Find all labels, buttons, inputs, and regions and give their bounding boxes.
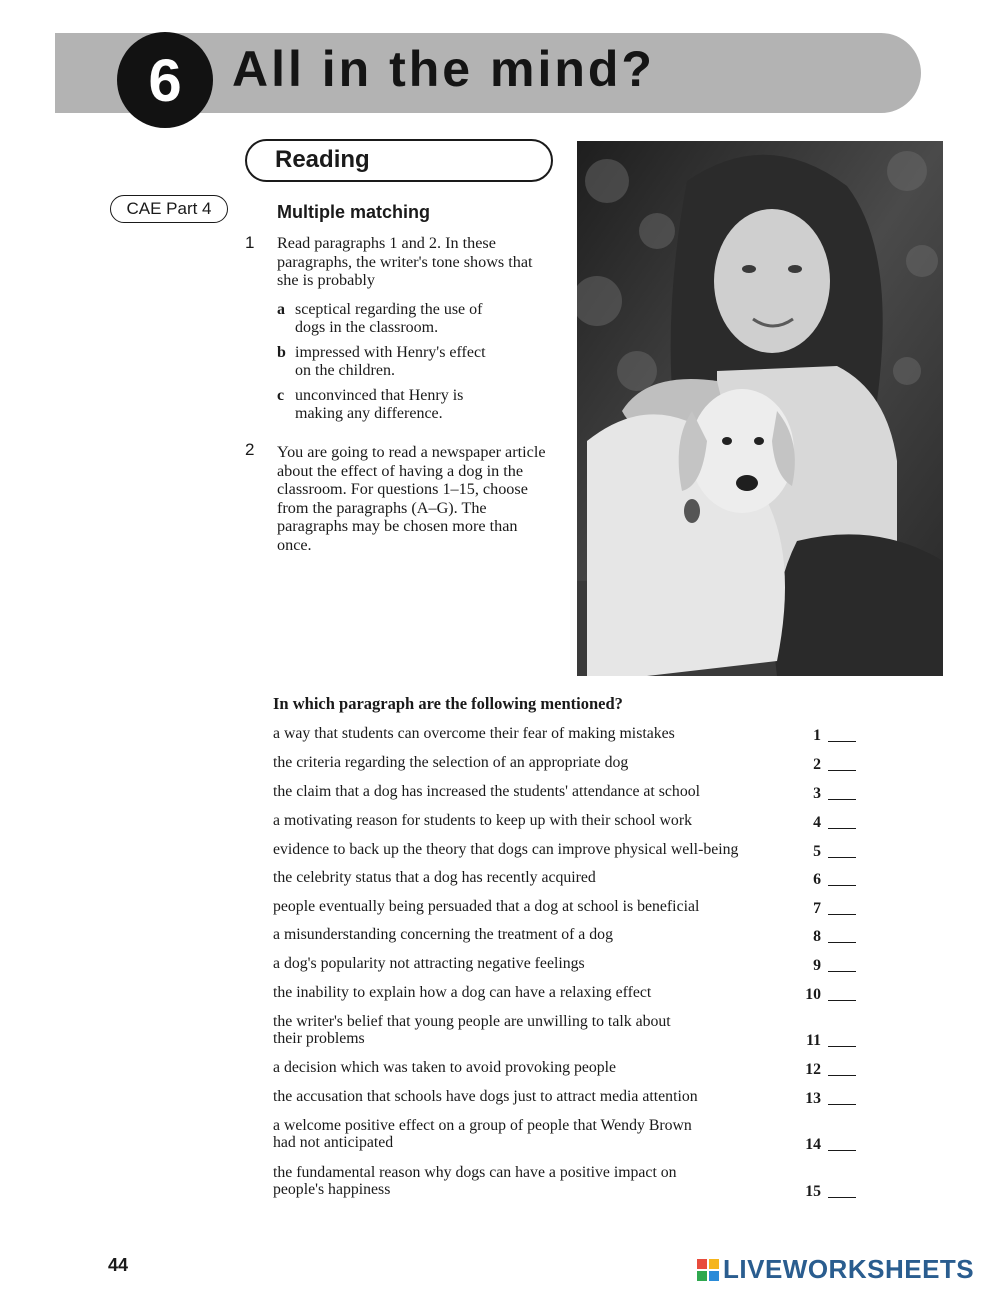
item-text [273,1013,793,1047]
liveworksheets-logo[interactable] [697,1254,974,1285]
item-number: 5 [813,843,821,860]
reading-label-text: Reading [275,146,370,173]
answer-blank[interactable] [828,1000,856,1001]
liveworksheets-logo-icon [697,1259,719,1281]
item-text: the criteria regarding the selection of an appropriate dog [273,754,629,771]
item-line: the fundamental reason why dogs can have a positive impact on [273,1164,677,1181]
item-number: 8 [813,928,821,945]
question-1-option-c [277,387,542,423]
answer-blank[interactable] [828,857,856,858]
item-text: a way that students can overcome their fear of making mistakes [273,725,675,742]
item-number: 15 [805,1183,821,1200]
question-1-number: 1 [245,233,255,252]
answer-blank[interactable] [828,914,856,915]
item-text: a motivating reason for students to keep up with their school work [273,812,692,829]
item-number: 6 [813,871,821,888]
option-line: making any difference. [295,405,443,422]
item-text: the inability to explain how a dog can have a relaxing effect [273,984,652,1001]
task-heading: Multiple matching [277,202,430,222]
item-number: 1 [813,727,821,744]
item-text: a dog's popularity not attracting negative feelings [273,955,585,972]
option-line: on the children. [295,362,395,379]
item-number: 14 [805,1136,821,1153]
option-line: unconvinced that Henry is [295,387,464,404]
answer-blank[interactable] [828,971,856,972]
item-text [273,1117,793,1151]
option-line: dogs in the classroom. [295,319,439,336]
item-text: people eventually being persuaded that a dog at school is beneficial [273,898,700,915]
answer-blank[interactable] [828,770,856,771]
question-2-number: 2 [245,440,255,459]
answer-blank[interactable] [828,942,856,943]
liveworksheets-logo-text: LIVEWORKSHEETS [723,1254,975,1284]
question-1-text: Read paragraphs 1 and 2. In these paragraphs, the writer's tone shows that she is probably [277,234,533,290]
item-number: 11 [806,1032,821,1049]
item-text: a misunderstanding concerning the treatment of a dog [273,926,613,943]
answer-blank[interactable] [828,1150,856,1151]
item-number: 2 [813,756,821,773]
answer-blank[interactable] [828,799,856,800]
matching-heading: In which paragraph are the following mentioned? [273,694,623,713]
item-text: the claim that a dog has increased the students' attendance at school [273,783,701,800]
answer-blank[interactable] [828,1046,856,1047]
item-line: the writer's belief that young people are unwilling to talk about [273,1013,671,1030]
answer-blank[interactable] [828,885,856,886]
item-text: the accusation that schools have dogs just to attract media attention [273,1088,698,1105]
item-line: their problems [273,1030,365,1047]
answer-blank[interactable] [828,1197,856,1198]
item-number: 7 [813,900,821,917]
item-number: 4 [813,814,821,831]
exam-part-badge: CAE Part 4 [110,195,228,223]
item-number: 3 [813,785,821,802]
option-letter: b [277,344,286,361]
item-text: a decision which was taken to avoid provoking people [273,1059,617,1076]
item-number: 13 [805,1090,821,1107]
question-2-text: You are going to read a newspaper article about the effect of having a dog in the classroom. For questions 1–15, choose from the paragraphs (A–G). The paragraphs may be chosen more than once. [277,443,546,554]
option-line: sceptical regarding the use of [295,301,483,318]
option-letter: a [277,301,285,318]
answer-blank[interactable] [828,1104,856,1105]
item-number: 9 [813,957,821,974]
item-line: a welcome positive effect on a group of people that Wendy Brown [273,1117,692,1134]
answer-blank[interactable] [828,828,856,829]
item-text [273,1164,793,1198]
option-line: impressed with Henry's effect [295,344,486,361]
question-1-option-b [277,344,542,380]
answer-blank[interactable] [828,1075,856,1076]
photo-girl-with-dog [577,141,943,676]
reading-section-label [245,139,553,182]
item-number: 10 [805,986,821,1003]
page-number: 44 [108,1255,129,1275]
question-1-option-a [277,301,542,337]
item-text: the celebrity status that a dog has recently acquired [273,869,596,886]
item-line: had not anticipated [273,1134,394,1151]
option-letter: c [277,387,285,404]
answer-blank[interactable] [828,741,856,742]
item-number: 12 [805,1061,821,1078]
unit-number-badge: 6 [117,32,213,128]
item-line: people's happiness [273,1181,391,1198]
unit-title: All in the mind? [232,41,655,97]
item-text: evidence to back up the theory that dogs can improve physical well-being [273,841,739,858]
